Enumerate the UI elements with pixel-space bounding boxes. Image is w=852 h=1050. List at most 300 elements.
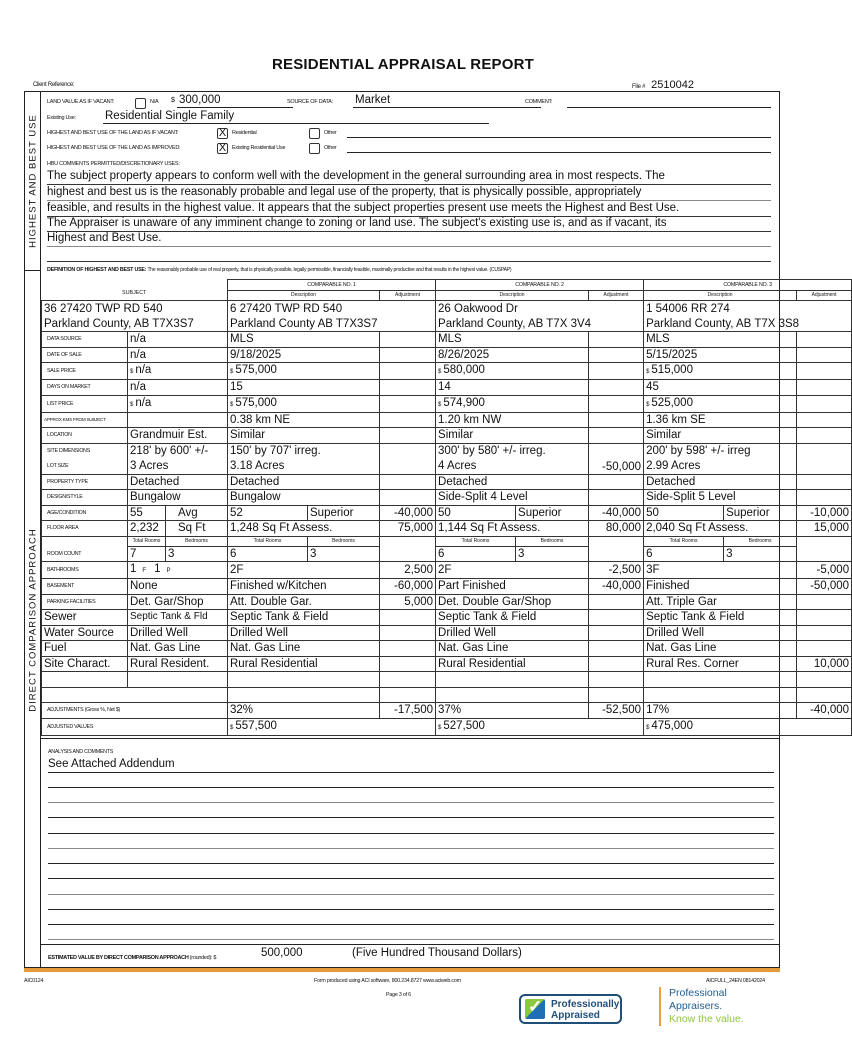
file-number-label: File #: [632, 84, 646, 90]
row-label: SALE PRICE: [42, 363, 128, 380]
client-reference-label: Client Reference:: [33, 82, 75, 88]
comp1-address-line1[interactable]: 6 27420 TWP RD 540: [228, 301, 436, 317]
comp3-bathrooms-adj[interactable]: -5,000: [797, 562, 852, 579]
comp1-header: COMPARABLE NO. 1: [228, 280, 436, 291]
analysis-label: ANALYSIS AND COMMENTS: [48, 749, 113, 755]
comp3-site-dimensions[interactable]: 200' by 598' +/- irreg: [644, 443, 797, 459]
subject-site-charact[interactable]: Rural Resident.: [128, 656, 228, 672]
comp1-total-rooms[interactable]: 6: [228, 546, 308, 562]
comp2-basement-adj[interactable]: -40,000: [589, 579, 644, 595]
comp2-adjusted-value[interactable]: $ 527,500: [436, 718, 644, 735]
subject-data-source[interactable]: n/a: [128, 332, 228, 348]
comp2-sewer-adj[interactable]: [589, 610, 644, 626]
row-label: ADJUSTED VALUES: [42, 718, 228, 735]
hbu-section-label: HIGHEST AND BEST USE: [25, 92, 41, 270]
subject-header: SUBJECT: [42, 280, 228, 301]
comp2-age-condition-adj[interactable]: -40,000: [589, 505, 644, 521]
analysis-section: [41, 738, 779, 948]
comp3-description-header: Description: [644, 291, 797, 301]
estimated-value[interactable]: 500,000: [261, 947, 303, 959]
comp3-data-source[interactable]: MLS: [644, 332, 797, 348]
comp3-age[interactable]: 50: [644, 505, 724, 521]
analysis-text[interactable]: See Attached Addendum: [48, 758, 175, 770]
table-row: [42, 521, 852, 537]
comp1-adjusted-value[interactable]: $ 557,500: [228, 718, 436, 735]
hbu-definition-text: The reasonably probable use of real property, that is physically possible, legally permissible, financially feasible, maximally productive and that results in the highest value. (CUSPAP): [147, 267, 512, 273]
comp2-basement[interactable]: Part Finished: [436, 579, 589, 595]
comp2-address-line1[interactable]: 26 Oakwood Dr: [436, 301, 644, 317]
comp2-blank[interactable]: [436, 672, 589, 688]
comp1-list-price[interactable]: $ 575,000: [228, 395, 380, 412]
comp2-net-adj[interactable]: -52,500: [589, 703, 644, 719]
analysis-line[interactable]: [48, 802, 774, 803]
row-label: ADJUSTMENTS (Gross %, Net $): [42, 703, 228, 719]
comp3-list-price[interactable]: $ 525,000: [644, 395, 797, 412]
table-row-blank: [42, 672, 852, 688]
comp2-data-source[interactable]: MLS: [436, 332, 589, 348]
subject-total-rooms[interactable]: 7: [128, 546, 166, 562]
comp2-condition[interactable]: Superior: [516, 505, 589, 521]
comp3-fuel-adj[interactable]: [797, 641, 852, 657]
table-row: [42, 380, 852, 396]
comp1-approx-km[interactable]: 0.38 km NE: [228, 412, 380, 428]
comp1-days-on-market[interactable]: 15: [228, 380, 380, 396]
hbu-comment-line[interactable]: [47, 246, 771, 262]
hbu-improved-other-label: Other: [324, 145, 337, 151]
row-label: PARKING FACILITIES: [42, 594, 128, 610]
comp3-blank-adj[interactable]: [797, 672, 852, 688]
comp2-data-source-adj[interactable]: [589, 332, 644, 348]
row-label: Fuel: [42, 641, 128, 657]
comment-label: COMMENT:: [525, 99, 553, 105]
comp3-list-price-adj[interactable]: [797, 395, 852, 412]
comp3-property-type[interactable]: Detached: [644, 474, 797, 490]
subject-lot-size[interactable]: 3 Acres: [128, 459, 228, 475]
comp2-site-charact-adj[interactable]: [589, 656, 644, 672]
comp1-design-style[interactable]: Bungalow: [228, 490, 380, 506]
comp3-basement[interactable]: Finished: [644, 579, 797, 595]
subject-basement[interactable]: None: [128, 579, 228, 595]
comp3-days-on-market[interactable]: 45: [644, 380, 797, 396]
comp1-site-charact[interactable]: Rural Residential: [228, 656, 380, 672]
comp1-fuel[interactable]: Nat. Gas Line: [228, 641, 380, 657]
comp1-sewer[interactable]: Septic Tank & Field: [228, 610, 380, 626]
subject-address-line1[interactable]: 36 27420 TWP RD 540: [42, 301, 228, 317]
hbu-definition: [47, 267, 511, 273]
blank-label[interactable]: [42, 672, 128, 688]
comp1-site-charact-adj[interactable]: [380, 656, 436, 672]
comp1-net-adj[interactable]: -17,500: [380, 703, 436, 719]
comp2-site-dimensions[interactable]: 300' by 580' +/- irreg.: [436, 443, 589, 459]
comp3-blank-2[interactable]: [644, 687, 797, 703]
comp3-dom-adj[interactable]: [797, 380, 852, 396]
analysis-line[interactable]: [48, 848, 774, 849]
hbu-improved-existing-label: Existing Residential Use: [232, 145, 286, 151]
comp3-condition[interactable]: Superior: [724, 505, 797, 521]
comp1-water[interactable]: Drilled Well: [228, 625, 380, 641]
subject-address-line2[interactable]: Parkland County, AB T7X3S7: [42, 316, 228, 332]
table-row: [42, 505, 852, 521]
comp2-address-line2[interactable]: Parkland County, AB T7X 3V4: [436, 316, 644, 332]
comp3-blank-2-adj[interactable]: [797, 687, 852, 703]
comp3-adjustment-header: Adjustment: [797, 291, 852, 301]
footer-accent-bar: [24, 968, 780, 972]
comp3-address-line1[interactable]: 1 54006 RR 274: [644, 301, 852, 317]
table-row: [42, 562, 852, 579]
comp3-header: COMPARABLE NO. 3: [644, 280, 852, 291]
comp3-sewer[interactable]: Septic Tank & Field: [644, 610, 797, 626]
table-row: [42, 363, 852, 380]
comp2-km-adj[interactable]: [589, 412, 644, 428]
comp1-site-dimensions[interactable]: 150' by 707' irreg.: [228, 443, 380, 459]
comp3-room-count-adj[interactable]: [797, 536, 852, 562]
comp3-lot-size[interactable]: 2.99 Acres: [644, 459, 797, 475]
subject-list-price[interactable]: $ n/a: [128, 395, 228, 412]
land-value-underline: [177, 107, 293, 108]
hbu-improved-label: HIGHEST AND BEST USE OF THE LAND AS IMPROVED:: [47, 145, 181, 151]
comp1-total-rooms-header: Total Rooms: [228, 536, 308, 546]
comp1-list-price-adj[interactable]: [380, 395, 436, 412]
comp2-blank-2-adj[interactable]: [589, 687, 644, 703]
comp1-age-condition-adj[interactable]: -40,000: [380, 505, 436, 521]
comp1-property-type[interactable]: Detached: [228, 474, 380, 490]
comp1-lot-size-adj[interactable]: [380, 443, 436, 474]
subject-parking[interactable]: Det. Gar/Shop: [128, 594, 228, 610]
comp2-site-charact[interactable]: Rural Residential: [436, 656, 589, 672]
source-of-data-field[interactable]: Market: [355, 94, 391, 106]
analysis-line[interactable]: [48, 894, 774, 895]
comp2-list-price[interactable]: $ 574,900: [436, 395, 589, 412]
row-label: ROOM COUNT: [42, 536, 128, 562]
comp2-header: COMPARABLE NO. 2: [436, 280, 644, 291]
comp3-net-adj[interactable]: -40,000: [797, 703, 852, 719]
hbu-comment-line[interactable]: feasible, and results in the highest value. It appears that the subject properties present use meets the Highest and Best Use.: [47, 201, 771, 217]
comp3-date-adj[interactable]: [797, 347, 852, 363]
subject-blank-2[interactable]: [42, 687, 228, 703]
comp1-sale-price[interactable]: $ 575,000: [228, 363, 380, 380]
hbu-comment-line[interactable]: The Appraiser is unaware of any imminent change to zoning or land use. The subject's existing use is, and as if vacant, its: [47, 216, 771, 232]
row-label: LOT SIZE: [42, 459, 128, 475]
comp2-bedrooms[interactable]: 3: [516, 546, 589, 562]
comp1-bedrooms-header: Bedrooms: [308, 536, 380, 546]
comp2-list-price-adj[interactable]: [589, 395, 644, 412]
estimated-value-words[interactable]: (Five Hundred Thousand Dollars): [352, 947, 522, 959]
comp1-fuel-adj[interactable]: [380, 641, 436, 657]
table-row: [42, 490, 852, 506]
comp3-basement-adj[interactable]: -50,000: [797, 579, 852, 595]
comp1-gross-pct[interactable]: 32%: [228, 703, 380, 719]
row-label: Site Charact.: [42, 656, 128, 672]
comp1-blank[interactable]: [228, 672, 380, 688]
subject-water[interactable]: Drilled Well: [128, 625, 228, 641]
comp2-bathrooms[interactable]: 2F: [436, 562, 589, 579]
address-row-1: [42, 301, 852, 317]
subject-bedrooms-header: Bedrooms: [166, 536, 228, 546]
subject-property-type[interactable]: Detached: [128, 474, 228, 490]
comp2-room-count-adj[interactable]: [589, 536, 644, 562]
comp1-parking-adj[interactable]: 5,000: [380, 594, 436, 610]
comp3-site-charact[interactable]: Rural Res. Corner: [644, 656, 797, 672]
subject-approx-km[interactable]: [128, 412, 228, 428]
table-row: [42, 579, 852, 595]
address-row-2: [42, 316, 852, 332]
subject-fuel[interactable]: Nat. Gas Line: [128, 641, 228, 657]
comp2-floor-area[interactable]: 1,144 Sq Ft Assess.: [436, 521, 589, 537]
comp3-data-source-adj[interactable]: [797, 332, 852, 348]
comp2-date-of-sale[interactable]: 8/26/2025: [436, 347, 589, 363]
analysis-line[interactable]: [48, 909, 774, 910]
comp1-floor-area[interactable]: 1,248 Sq Ft Assess.: [228, 521, 380, 537]
comp3-date-of-sale[interactable]: 5/15/2025: [644, 347, 797, 363]
comp2-property-type[interactable]: Detached: [436, 474, 589, 490]
comp1-bathrooms[interactable]: 2F: [228, 562, 380, 579]
comp1-basement-adj[interactable]: -60,000: [380, 579, 436, 595]
adjustments-row: [42, 703, 852, 719]
comp2-bedrooms-header: Bedrooms: [516, 536, 589, 546]
comp2-fuel-adj[interactable]: [589, 641, 644, 657]
comp1-floor-area-adj[interactable]: 75,000: [380, 521, 436, 537]
comp2-location-adj[interactable]: [589, 428, 644, 444]
comp1-sewer-adj[interactable]: [380, 610, 436, 626]
comp2-days-on-market[interactable]: 14: [436, 380, 589, 396]
subject-design-style[interactable]: Bungalow: [128, 490, 228, 506]
comp2-design-style-adj[interactable]: [589, 490, 644, 506]
comp1-parking[interactable]: Att. Double Gar.: [228, 594, 380, 610]
comp3-location-adj[interactable]: [797, 428, 852, 444]
comp1-date-adj[interactable]: [380, 347, 436, 363]
comp1-age[interactable]: 52: [228, 505, 308, 521]
comp2-approx-km[interactable]: 1.20 km NW: [436, 412, 589, 428]
comp2-dom-adj[interactable]: [589, 380, 644, 396]
land-value-field[interactable]: 300,000: [179, 94, 221, 106]
comp3-location[interactable]: Similar: [644, 428, 797, 444]
comp3-site-charact-adj[interactable]: 10,000: [797, 656, 852, 672]
hbu-improved-other-checkbox[interactable]: [309, 140, 320, 158]
comp3-floor-area-adj[interactable]: 15,000: [797, 521, 852, 537]
hbu-improved-other-field[interactable]: [347, 152, 771, 153]
comp1-lot-size[interactable]: 3.18 Acres: [228, 459, 380, 475]
row-label: DATE OF SALE: [42, 347, 128, 363]
page-number: Page 3 of 6: [386, 992, 411, 998]
comp2-blank-adj[interactable]: [589, 672, 644, 688]
hbu-comment-line[interactable]: The subject property appears to conform well with the development in the general surrounding area in most respects. The: [47, 169, 771, 185]
source-of-data-label: SOURCE OF DATA:: [287, 99, 333, 105]
comp1-water-adj[interactable]: [380, 625, 436, 641]
comp2-water-adj[interactable]: [589, 625, 644, 641]
comp3-km-adj[interactable]: [797, 412, 852, 428]
form-code: AIC0124: [24, 978, 44, 984]
comp1-description-header: Description: [228, 291, 380, 301]
professionally-appraised-badge: [519, 994, 622, 1024]
adjusted-values-row: [42, 718, 852, 735]
comp2-sale-price[interactable]: $ 580,000: [436, 363, 589, 380]
analysis-line[interactable]: [48, 833, 774, 834]
comp3-fuel[interactable]: Nat. Gas Line: [644, 641, 797, 657]
table-row: [42, 474, 852, 490]
comp1-data-source[interactable]: MLS: [228, 332, 380, 348]
analysis-line[interactable]: [48, 924, 774, 925]
analysis-line[interactable]: [48, 878, 774, 879]
comp1-design-style-adj[interactable]: [380, 490, 436, 506]
row-label: DAYS ON MARKET: [42, 380, 128, 396]
comp2-fuel[interactable]: Nat. Gas Line: [436, 641, 589, 657]
comp2-location[interactable]: Similar: [436, 428, 589, 444]
comp3-lot-size-adj[interactable]: [797, 443, 852, 474]
table-row: [42, 625, 852, 641]
form-id: AICFULL_24EN 08142024: [706, 978, 765, 984]
table-row: [42, 347, 852, 363]
table-row: [42, 594, 852, 610]
comp1-basement[interactable]: Finished w/Kitchen: [228, 579, 380, 595]
comp2-property-type-adj[interactable]: [589, 474, 644, 490]
comp2-lot-size[interactable]: 4 Acres: [436, 459, 589, 475]
comp2-parking[interactable]: Det. Double Gar/Shop: [436, 594, 589, 610]
comp3-sewer-adj[interactable]: [797, 610, 852, 626]
subject-date-of-sale[interactable]: n/a: [128, 347, 228, 363]
professional-appraisers-logo: Professional Appraisers. Know the value.: [659, 987, 744, 1026]
comp3-sale-price[interactable]: $ 515,000: [644, 363, 797, 380]
comp1-location-adj[interactable]: [380, 428, 436, 444]
comp2-sewer[interactable]: Septic Tank & Field: [436, 610, 589, 626]
row-label: DESIGN/STYLE: [42, 490, 128, 506]
comp3-adjusted-value[interactable]: $ 475,000: [644, 718, 852, 735]
land-value-currency: $: [171, 97, 175, 104]
comp3-blank[interactable]: [644, 672, 797, 688]
comp2-description-header: Description: [436, 291, 589, 301]
hbu-definition-label: DEFINITION OF HIGHEST AND BEST USE:: [47, 267, 147, 273]
hbu-vacant-other-field[interactable]: [347, 137, 771, 138]
comp2-lot-size-adj[interactable]: -50,000: [589, 443, 644, 474]
comp1-data-source-adj[interactable]: [380, 332, 436, 348]
row-label: BASEMENT: [42, 579, 128, 595]
comp2-blank-2[interactable]: [436, 687, 589, 703]
badge-text: Professionally Appraised: [551, 999, 620, 1021]
comp1-blank-2[interactable]: [228, 687, 380, 703]
analysis-line[interactable]: [48, 817, 774, 818]
software-credit: Form produced using ACI software, 800.234.8727 www.aciweb.com: [314, 978, 461, 984]
comp1-blank-adj[interactable]: [380, 672, 436, 688]
comp2-age[interactable]: 50: [436, 505, 516, 521]
subject-location[interactable]: Grandmuir Est.: [128, 428, 228, 444]
source-underline: [353, 107, 541, 108]
comp3-bedrooms-header: Bedrooms: [724, 536, 797, 546]
hbu-comment-line[interactable]: highest and best us is the reasonably probable and legal use of the property, that is physically possible, appropriately: [47, 185, 771, 201]
row-label: Water Source: [42, 625, 128, 641]
subject-bathrooms[interactable]: 1 F 1 P: [128, 562, 228, 579]
hbu-vacant-residential-checkbox[interactable]: X: [218, 127, 227, 140]
comp3-bedrooms[interactable]: 3: [724, 546, 797, 562]
comp1-location[interactable]: Similar: [228, 428, 380, 444]
subject-floor-area-unit: Sq Ft: [166, 521, 228, 537]
estimated-value-label: ESTIMATED VALUE BY DIRECT COMPARISON APPROACH (rounded): $: [48, 955, 217, 961]
table-row: [42, 412, 852, 428]
comp3-water[interactable]: Drilled Well: [644, 625, 797, 641]
subject-condition[interactable]: Avg: [166, 505, 228, 521]
land-value-label: LAND VALUE AS IF VACANT:: [47, 99, 115, 105]
hbu-comment-line[interactable]: Highest and Best Use.: [47, 231, 771, 247]
comp3-gross-pct[interactable]: 17%: [644, 703, 797, 719]
comp1-property-type-adj[interactable]: [380, 474, 436, 490]
comp3-parking[interactable]: Att. Triple Gar: [644, 594, 797, 610]
comp1-room-count-adj[interactable]: [380, 536, 436, 562]
comp1-blank-2-adj[interactable]: [380, 687, 436, 703]
hbu-vacant-other-label: Other: [324, 130, 337, 136]
comp2-water[interactable]: Drilled Well: [436, 625, 589, 641]
table-row: [42, 428, 852, 444]
report-title: RESIDENTIAL APPRAISAL REPORT: [271, 56, 535, 73]
row-label: FLOOR AREA: [42, 521, 128, 537]
analysis-line[interactable]: [48, 787, 774, 788]
comp2-date-adj[interactable]: [589, 347, 644, 363]
comp3-floor-area[interactable]: 2,040 Sq Ft Assess.: [644, 521, 797, 537]
comp3-sale-price-adj[interactable]: [797, 363, 852, 380]
subject-floor-area[interactable]: 2,232: [128, 521, 166, 537]
comp3-property-type-adj[interactable]: [797, 474, 852, 490]
dca-section-label: DIRECT COMPARISON APPROACH: [25, 270, 41, 968]
comp1-dom-adj[interactable]: [380, 380, 436, 396]
comp1-adjustment-header: Adjustment: [380, 291, 436, 301]
comp3-parking-adj[interactable]: [797, 594, 852, 610]
comp3-approx-km[interactable]: 1.36 km SE: [644, 412, 797, 428]
file-number-value[interactable]: 2510042: [651, 79, 694, 91]
appraisal-form: [24, 91, 850, 968]
comp3-design-style[interactable]: Side-Split 5 Level: [644, 490, 797, 506]
comp3-bathrooms[interactable]: 3F: [644, 562, 797, 579]
comp2-floor-area-adj[interactable]: 80,000: [589, 521, 644, 537]
comp2-bathrooms-adj[interactable]: -2,500: [589, 562, 644, 579]
subject-sale-price[interactable]: $ n/a: [128, 363, 228, 380]
subject-total-rooms-header: Total Rooms: [128, 536, 166, 546]
highest-best-use-section: [41, 92, 779, 273]
estimated-value-section: [41, 944, 779, 968]
comp3-water-adj[interactable]: [797, 625, 852, 641]
comp1-sale-price-adj[interactable]: [380, 363, 436, 380]
comp2-sale-price-adj[interactable]: [589, 363, 644, 380]
subject-age[interactable]: 55: [128, 505, 166, 521]
row-label: LOCATION: [42, 428, 128, 444]
table-row: [42, 610, 852, 626]
comp1-km-adj[interactable]: [380, 412, 436, 428]
analysis-line[interactable]: [48, 863, 774, 864]
subject-bedrooms[interactable]: 3: [166, 546, 228, 562]
comp1-address-line2[interactable]: Parkland County AB T7X3S7: [228, 316, 436, 332]
comp1-bedrooms[interactable]: 3: [308, 546, 380, 562]
comp3-design-style-adj[interactable]: [797, 490, 852, 506]
subject-site-dimensions[interactable]: 218' by 600' +/-: [128, 443, 228, 459]
comp1-condition[interactable]: Superior: [308, 505, 380, 521]
subject-blank[interactable]: [128, 672, 228, 688]
comp1-date-of-sale[interactable]: 9/18/2025: [228, 347, 380, 363]
comp3-address-line2[interactable]: Parkland County, AB T7X 3S8: [644, 316, 852, 332]
analysis-line[interactable]: [48, 939, 774, 940]
comp2-total-rooms[interactable]: 6: [436, 546, 516, 562]
comp3-age-condition-adj[interactable]: -10,000: [797, 505, 852, 521]
comment-field[interactable]: [567, 107, 771, 108]
hbu-improved-existing-checkbox[interactable]: X: [218, 142, 227, 155]
comp1-bathrooms-adj[interactable]: 2,500: [380, 562, 436, 579]
row-label: PROPERTY TYPE: [42, 474, 128, 490]
subject-days-on-market[interactable]: n/a: [128, 380, 228, 396]
comp2-design-style[interactable]: Side-Split 4 Level: [436, 490, 589, 506]
hbu-comments-label: HBU COMMENTS PERMITTED/DISCRETIONARY USES:: [47, 161, 180, 167]
comp2-gross-pct[interactable]: 37%: [436, 703, 589, 719]
comp2-parking-adj[interactable]: [589, 594, 644, 610]
existing-use-field[interactable]: Residential Single Family: [105, 110, 235, 122]
row-label: AGE/CONDITION: [42, 505, 128, 521]
comp3-total-rooms[interactable]: 6: [644, 546, 724, 562]
analysis-line[interactable]: [48, 772, 774, 773]
subject-sewer[interactable]: Septic Tank & Fld: [128, 610, 228, 626]
